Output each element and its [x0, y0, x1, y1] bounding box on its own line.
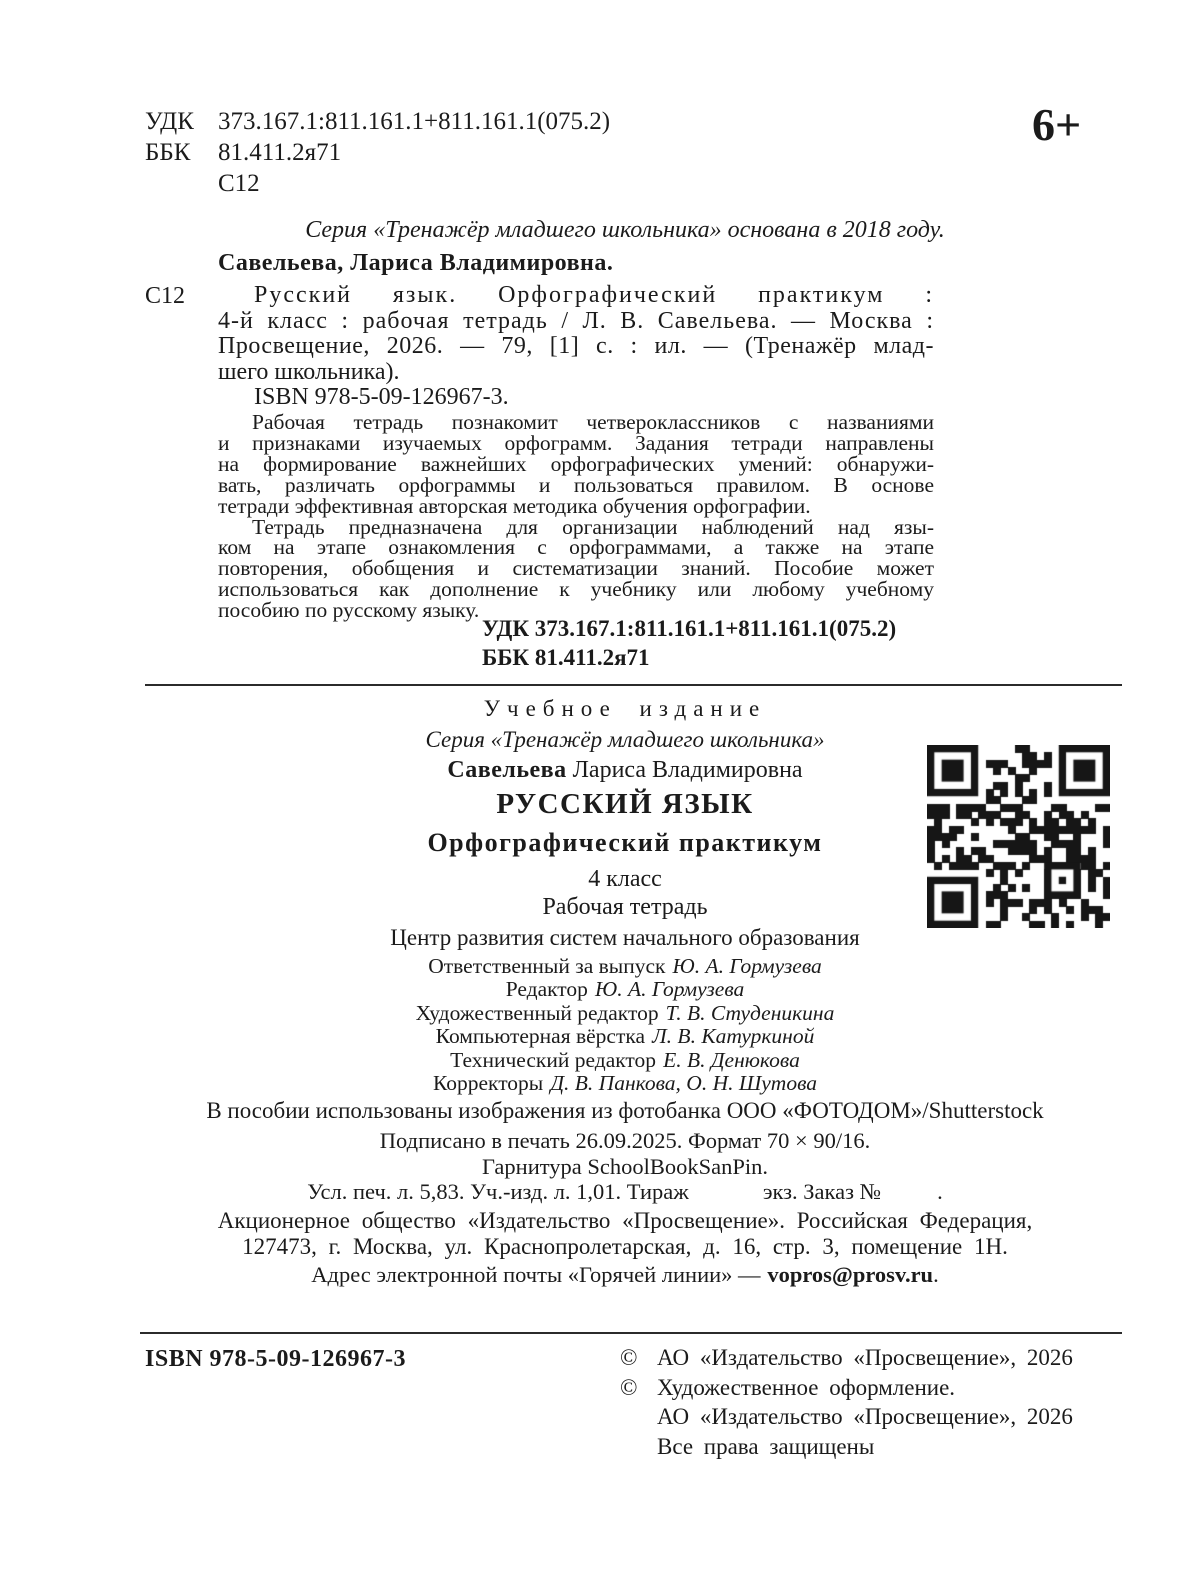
print-volume-line — [125, 1179, 1125, 1205]
bibliographic-codes-bottom — [482, 615, 896, 672]
annotation-line: тетради эффективная авторская методика обучения орфографии. — [218, 493, 811, 518]
bbk-label: ББК — [145, 139, 191, 166]
credit-name: Т. В. Студеникина — [665, 1000, 835, 1025]
card-author-sign: С12 — [145, 283, 186, 309]
author-sign-code: С12 — [218, 170, 260, 197]
edition-kind: Учебное издание — [483, 696, 767, 721]
hotline-line — [125, 1262, 1125, 1288]
credit-line — [125, 955, 1125, 978]
copyright-line — [620, 1432, 1073, 1462]
credit-role: Художественный редактор — [415, 1000, 659, 1025]
bbk-value: 81.411.2я71 — [218, 139, 342, 166]
copyright-text: АО «Издательство «Просвещение», 2026 — [657, 1404, 1073, 1429]
hotline-prefix: Адрес электронной почты «Горячей линии» — — [311, 1262, 761, 1287]
credit-name: Д. В. Панкова, О. Н. Шутова — [550, 1071, 818, 1096]
credit-line — [125, 978, 1125, 1001]
catalog-card — [218, 283, 934, 411]
udk-label: УДК — [145, 108, 194, 135]
credit-role: Технический редактор — [450, 1047, 657, 1072]
publisher-address-line-1: Акционерное общество «Издательство «Просвещение». Российская Федерация, — [217, 1208, 1033, 1233]
grade-line: 4 класс — [588, 866, 662, 892]
copyright-text: АО «Издательство «Просвещение», 2026 — [657, 1345, 1073, 1370]
annotation-line: Тетрадь предназначена для организации наблюдений над язы- — [252, 514, 934, 539]
annotation-line: на формирование важнейших орфографических умений: обнаружи- — [218, 451, 934, 476]
copyright-line — [620, 1402, 1073, 1432]
card-isbn: ISBN 978-5-09-126967-3. — [254, 384, 509, 411]
qr-code — [927, 745, 1110, 928]
age-rating-badge: 6+ — [1032, 99, 1082, 150]
copyright-line — [620, 1373, 1073, 1403]
print-signed-line: Подписано в печать 26.09.2025. Формат 70 × 90/16. — [379, 1128, 871, 1153]
card-author-heading: Савельева, Лариса Владимировна. — [218, 250, 614, 276]
credit-line — [125, 1025, 1125, 1048]
udk-bottom: УДК 373.167.1:811.161.1+811.161.1(075.2) — [482, 616, 897, 641]
edition-series: Серия «Тренажёр младшего школьника» — [425, 727, 825, 752]
hotline-suffix: . — [933, 1262, 939, 1287]
bbk-bottom: ББК 81.411.2я71 — [482, 644, 650, 670]
bbk-row — [145, 137, 610, 168]
card-line: Просвещение, 2026. — 79, [1] с. : ил. — (Тренажёр млад- — [218, 333, 934, 360]
annotation-line: Рабочая тетрадь познакомит четвероклассников с названиями — [252, 410, 934, 434]
copyright-sign: © — [620, 1374, 638, 1400]
bibliographic-codes-top — [145, 106, 610, 199]
series-founded-note: Серия «Тренажёр младшего школьника» основана в 2018 году. — [305, 217, 945, 243]
card-line: 4-й класс : рабочая тетрадь / Л. В. Савельева. — Москва : — [218, 307, 934, 334]
annotation-line: повторения, обобщения и систематизации знаний. Пособие может — [218, 556, 934, 581]
copyright-sign — [620, 1402, 657, 1432]
card-line: шего школьника). — [218, 358, 400, 385]
hotline-email: vopros@prosv.ru — [767, 1262, 934, 1287]
footer-isbn: ISBN 978-5-09-126967-3 — [145, 1346, 406, 1372]
copyright-sign: © — [620, 1345, 638, 1370]
credit-role: Ответственный за выпуск — [428, 954, 666, 978]
book-title: РУССКИЙ ЯЗЫК — [496, 788, 754, 820]
author-sign-row — [145, 168, 610, 199]
annotation-line: и признаками изучаемых орфограмм. Задания тетради направлены — [218, 430, 934, 455]
typeface-line: Гарнитура SchoolBookSanPin. — [481, 1154, 769, 1179]
edition-author-names: Лариса Владимировна — [572, 757, 803, 783]
card-line: Русский язык. Орфографический практикум : — [254, 282, 934, 308]
credit-role: Корректоры — [432, 1071, 544, 1096]
credit-role: Редактор — [505, 977, 588, 1002]
udk-row — [145, 106, 610, 137]
copyright-sign — [620, 1432, 657, 1462]
copyright-block — [620, 1343, 1073, 1461]
development-center-line: Центр развития систем начального образования — [390, 925, 860, 950]
copyright-line — [620, 1343, 1073, 1373]
divider-rule-bottom — [140, 1332, 1122, 1334]
annotation — [218, 412, 934, 621]
credit-line — [125, 1072, 1125, 1095]
udk-value: 373.167.1:811.161.1+811.161.1(075.2) — [218, 108, 611, 135]
print-volume-text: Усл. печ. л. 5,83. Уч.-изд. л. 1,01. Тираж — [307, 1179, 689, 1204]
credit-line — [125, 1002, 1125, 1025]
credit-name: Л. В. Катуркиной — [652, 1024, 815, 1049]
annotation-line: пособию по русскому языку. — [218, 598, 480, 623]
publisher-address-line-2: 127473, г. Москва, ул. Краснопролетарская, д. 16, стр. 3, помещение 1Н. — [242, 1234, 1008, 1259]
photo-credit-line: В пособии использованы изображения из фотобанка ООО «ФОТОДОМ»/Shutterstock — [206, 1098, 1044, 1123]
edition-author-surname: Савельева — [447, 757, 567, 783]
credit-name: Ю. А. Гормузева — [595, 977, 745, 1002]
credit-name: Ю. А. Гормузева — [672, 954, 822, 978]
credit-name: Е. В. Денюкова — [663, 1047, 800, 1072]
staff-credits — [125, 955, 1125, 1095]
annotation-line: вать, различать орфограммы и пользоваться правилом. В основе — [218, 472, 934, 497]
credit-line — [125, 1049, 1125, 1072]
copyright-text: Художественное оформление. — [657, 1374, 956, 1400]
divider-rule-top — [145, 684, 1122, 686]
copies-text: экз. Заказ № — [762, 1179, 882, 1204]
annotation-line: использоваться как дополнение к учебнику или любому учебному — [218, 577, 934, 602]
book-subtitle: Орфографический практикум — [427, 828, 823, 857]
order-end: . — [937, 1179, 943, 1204]
copyright-text: Все права защищены — [657, 1433, 875, 1459]
credit-role: Компьютерная вёрстка — [435, 1024, 646, 1049]
book-type-line: Рабочая тетрадь — [542, 894, 708, 920]
annotation-line: ком на этапе ознакомления с орфограммами, а также на этапе — [218, 535, 934, 560]
